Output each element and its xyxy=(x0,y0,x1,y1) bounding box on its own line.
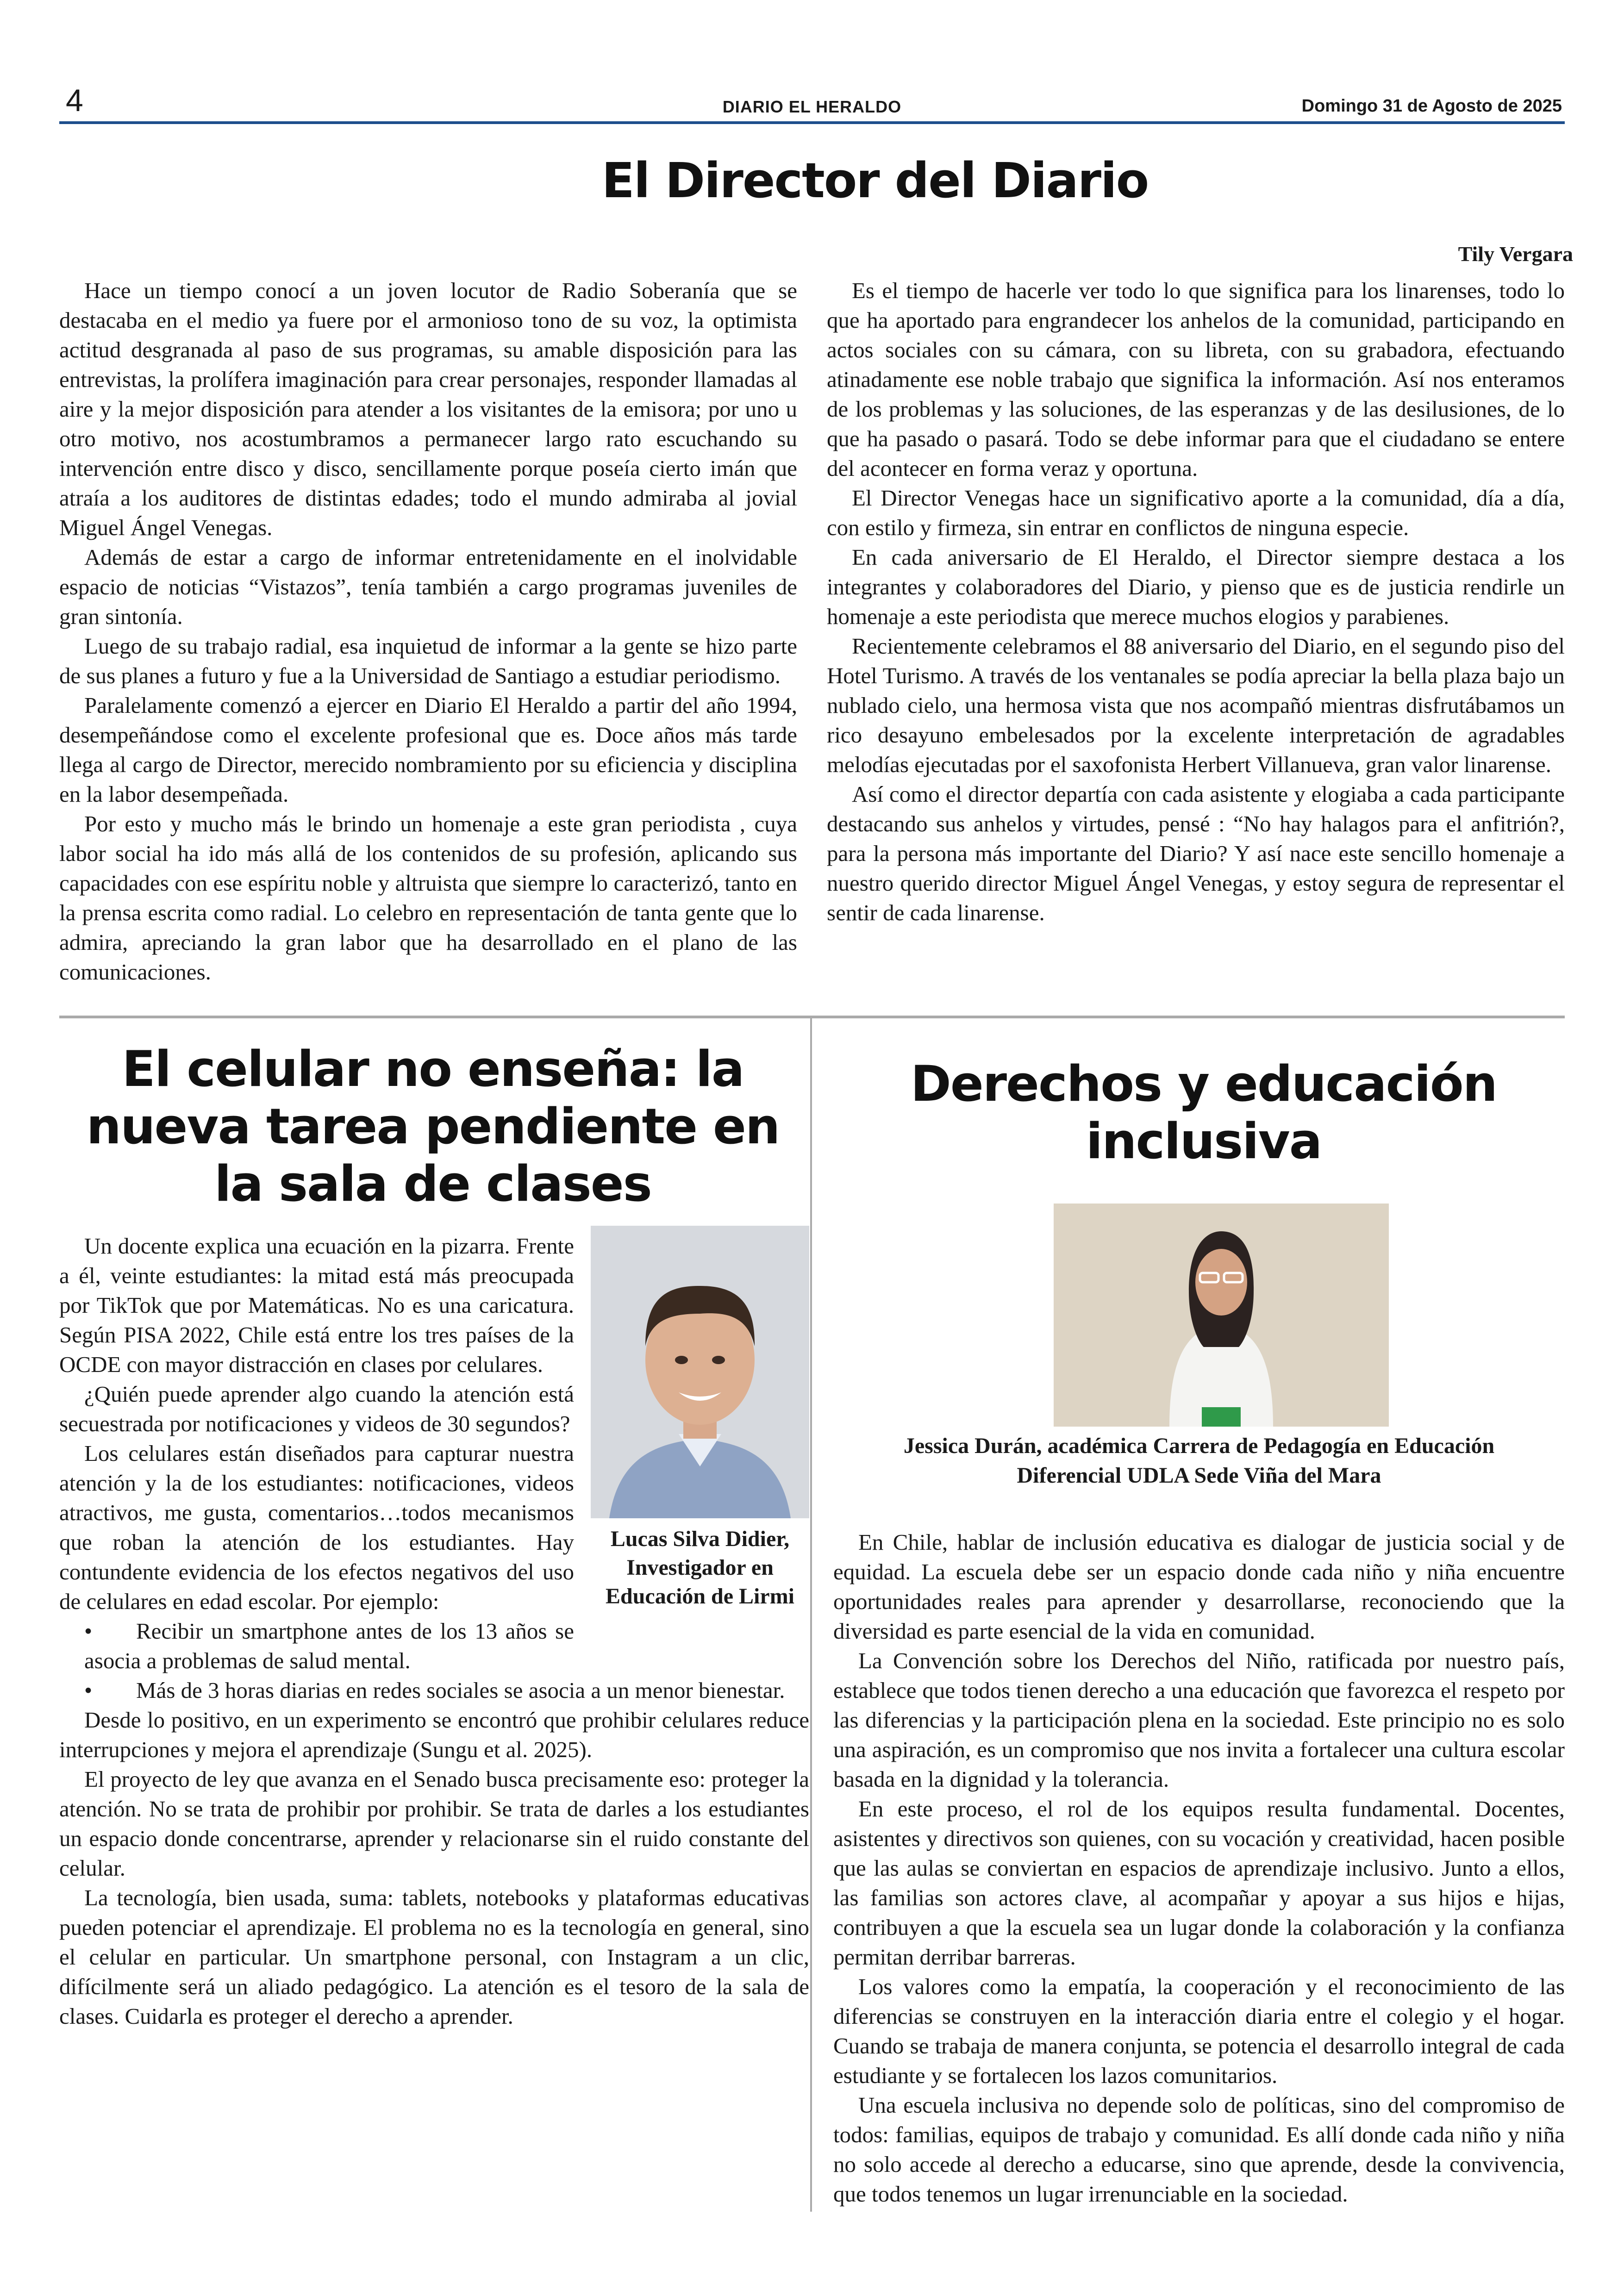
article1-paragraph: Así como el director departía con cada asistente y elogiaba a cada participante destacando sus anhelos y virtudes, pensé : “No hay halagos para el anfitrión?, para la persona más importante del Diario? Y así nace este sencillo homenaje a nuestro querido director Miguel Ángel Venegas, y estoy segura de representar el sentir de cada linarense. xyxy=(827,781,1565,925)
article2-paragraph: Desde lo positivo, en un experimento se encontró que prohibir celulares reduce interrupciones y mejora el aprendizaje (Sungu et al. 2025). xyxy=(59,1707,809,1762)
article3-body xyxy=(833,1528,1565,2209)
article1-paragraph: Luego de su trabajo radial, esa inquietud de informar a la gente se hizo parte de sus planes a futuro y fue a la Universidad de Santiago a estudiar periodismo. xyxy=(59,633,797,688)
article2-paragraph: ¿Quién puede aprender algo cuando la atención está secuestrada por notificaciones y videos de 30 segundos? xyxy=(59,1381,574,1436)
article3-paragraph: Los valores como la empatía, la cooperación y el reconocimiento de las diferencias se construyen en la interacción diaria entre el colegio y el hogar. Cuando se trabaja de manera conjunta, se potencia el desarrollo integral de cada estudiante y se fortalecen los lazos comunitarios. xyxy=(833,1974,1565,2088)
article1-paragraph: Hace un tiempo conocí a un joven locutor de Radio Soberanía que se destacaba en el medio ya fuere por el armonioso tono de su voz, la optimista actitud desgranada al paso de sus programas, su amable disposición para las entrevistas, la prolífera imaginación para crear personajes, responder llamadas al aire y la mejor disposición para atender a los visitantes de la emisora; por uno u otro motivo, nos acostumbramos a permanecer largo rato escuchando su intervención entre disco y disco, sencillamente porque poseía cierto imán que atraía a los auditores de distintas edades; todo el mundo admiraba al jovial Miguel Ángel Venegas. xyxy=(59,278,797,540)
article1-body xyxy=(59,276,1565,989)
newspaper-name: DIARIO EL HERALDO xyxy=(722,97,902,116)
article1-paragraph: Por esto y mucho más le brindo un homenaje a este gran periodista , cuya labor social ha ido más allá de los contenidos de su profesión, aplicando sus capacidades con ese espíritu noble y altruista que siempre lo caracterizó, tanto en la prensa escrita como radial. Lo celebro en representación de tanta gente que lo admira, apreciando la gran labor que ha desarrollado en el plano de las comunicaciones. xyxy=(59,811,797,985)
article1-paragraph: Es el tiempo de hacerle ver todo lo que significa para los linarenses, todo lo que ha aportado para engrandecer los anhelos de la comunidad, participando en actos sociales con su cámara, con su libreta, con su grabadora, efectuando atinadamente ese noble trabajo que significa la información. Así nos enteramos de los problemas y las soluciones, de las esperanzas y de las desilusiones, de lo que ha pasado o pasará. Todo se debe informar para que el ciudadano se entere del acontecer en forma veraz y oportuna. xyxy=(827,278,1565,481)
article2-title: El celular no enseña: la nueva tarea pendiente en la sala de clases xyxy=(86,1041,780,1212)
photo-caption-lucas-silva: Lucas Silva Didier, Investigador en Educación de Lirmi xyxy=(605,1527,795,1609)
bullet-text: Recibir un smartphone antes de los 13 años se asocia a problemas de salud mental. xyxy=(84,1618,574,1673)
author-photo-jessica-duran xyxy=(1054,1204,1389,1427)
article2-body xyxy=(59,1231,809,2031)
article3-paragraph: En este proceso, el rol de los equipos resulta fundamental. Docentes, asistentes y directivos son quienes, con su vocación y creatividad, hacen posible que las aulas se conviertan en espacios de aprendizaje inclusivo. Junto a ellos, las familias son actores clave, al acompañar y apoyar a sus hijos e hijas, contribuyen a que la escuela sea un lugar donde la colaboración y la confianza permitan derribar barreras. xyxy=(833,1796,1565,1970)
header-rule xyxy=(59,121,1565,124)
article1-title: El Director del Diario xyxy=(601,152,1149,209)
portrait-man-image xyxy=(591,1226,809,1518)
article2-paragraph: El proyecto de ley que avanza en el Senado busca precisamente eso: proteger la atención. No se trata de prohibir por prohibir. Se trata de darles a los estudiantes un espacio donde concentrarse, aprender y relacionarse sin el ruido constante del celular. xyxy=(59,1766,809,1881)
bullet-item xyxy=(59,1616,809,1676)
article1-author: Tily Vergara xyxy=(1458,242,1573,266)
photo-caption-jessica-duran: Jessica Durán, académica Carrera de Pedagogía en Educación Diferencial UDLA Sede Viña del Mara xyxy=(903,1434,1495,1488)
article3-paragraph: La Convención sobre los Derechos del Niño, ratificada por nuestro país, establece que todos tienen derecho a una educación que favorezca el respeto por las diferencias y la participación plena en la sociedad. Este principio no es solo una aspiración, es un compromiso que nos invita a fortalecer una cultura escolar basada en la dignidad y la tolerancia. xyxy=(833,1648,1565,1792)
page-number: 4 xyxy=(66,83,83,118)
bullet-icon: • xyxy=(84,1678,93,1703)
section-divider-horizontal xyxy=(59,1016,1565,1018)
bullet-item xyxy=(59,1676,809,1705)
bullet-icon: • xyxy=(84,1618,93,1644)
section-divider-vertical xyxy=(810,1018,812,2212)
bullet-text: Más de 3 horas diarias en redes sociales se asocia a un menor bienestar. xyxy=(136,1678,785,1703)
article2-paragraph: Un docente explica una ecuación en la pizarra. Frente a él, veinte estudiantes: la mitad está más preocupada por TikTok que por Matemáticas. No es una caricatura. Según PISA 2022, Chile está entre los tres países de la OCDE con mayor distracción en clases por celulares. xyxy=(59,1233,574,1377)
article1-paragraph: El Director Venegas hace un significativo aporte a la comunidad, día a día, con estilo y firmeza, sin entrar en conflictos de ninguna especie. xyxy=(827,485,1565,540)
issue-date: Domingo 31 de Agosto de 2025 xyxy=(1301,96,1562,116)
article3-title: Derechos y educación inclusiva xyxy=(910,1055,1497,1170)
author-photo-lucas-silva xyxy=(591,1226,809,1518)
article2-paragraph: La tecnología, bien usada, suma: tablets, notebooks y plataformas educativas pueden potenciar el aprendizaje. El problema no es la tecnología en general, sino el celular en particular. Un smartphone personal, con Instagram a un clic, difícilmente será un aliado pedagógico. La atención es el tesoro de la sala de clases. Cuidarla es proteger el derecho a aprender. xyxy=(59,1885,809,2029)
article1-paragraph: Paralelamente comenzó a ejercer en Diario El Heraldo a partir del año 1994, desempeñándose como el excelente profesional que es. Doce años más tarde llega al cargo de Director, merecido nombramiento por su eficiencia y disciplina en la labor desempeñada. xyxy=(59,692,797,807)
article1-paragraph: Además de estar a cargo de informar entretenidamente en el inolvidable espacio de noticias “Vistazos”, tenía también a cargo programas juveniles de gran sintonía. xyxy=(59,544,797,629)
page-header xyxy=(59,83,1565,121)
article3-paragraph: Una escuela inclusiva no depende solo de políticas, sino del compromiso de todos: familias, equipos de trabajo y comunidad. Es allí donde cada niño y niña no solo accede al derecho a educarse, sino que aprende, desde la convivencia, que todos tenemos un lugar irrenunciable en la sociedad. xyxy=(833,2092,1565,2207)
article3-paragraph: En Chile, hablar de inclusión educativa es dialogar de justicia social y de equidad. La escuela debe ser un espacio donde cada niño y niña encuentre oportunidades reales para aprender y desarrollarse, reconociendo que la diversidad es parte esencial de la vida en comunidad. xyxy=(833,1529,1565,1644)
article1-paragraph: En cada aniversario de El Heraldo, el Director siempre destaca a los integrantes y colaboradores del Diario, y pienso que es de justicia rendirle un homenaje a este periodista que merece muchos elogios y parabienes. xyxy=(827,544,1565,629)
article2-paragraph: Los celulares están diseñados para capturar nuestra atención y la de los estudiantes: notificaciones, videos atractivos, me gusta, comentarios…todos mecanismos que roban la atención de los estudiantes. Hay contundente evidencia de los efectos negativos del uso de celulares en edad escolar. Por ejemplo: xyxy=(59,1441,574,1614)
portrait-woman-image xyxy=(1054,1204,1389,1427)
article1-paragraph: Recientemente celebramos el 88 aniversario del Diario, en el segundo piso del Hotel Turismo. A través de los ventanales se podía apreciar la bella plaza bajo un nublado cielo, una hermosa vista que nos acompañó mientras disfrutábamos un rico desayuno embelesados por la excelente interpretación de agradables melodías ejecutadas por el saxofonista Herbert Villanueva, gran valor linarense. xyxy=(827,633,1565,777)
